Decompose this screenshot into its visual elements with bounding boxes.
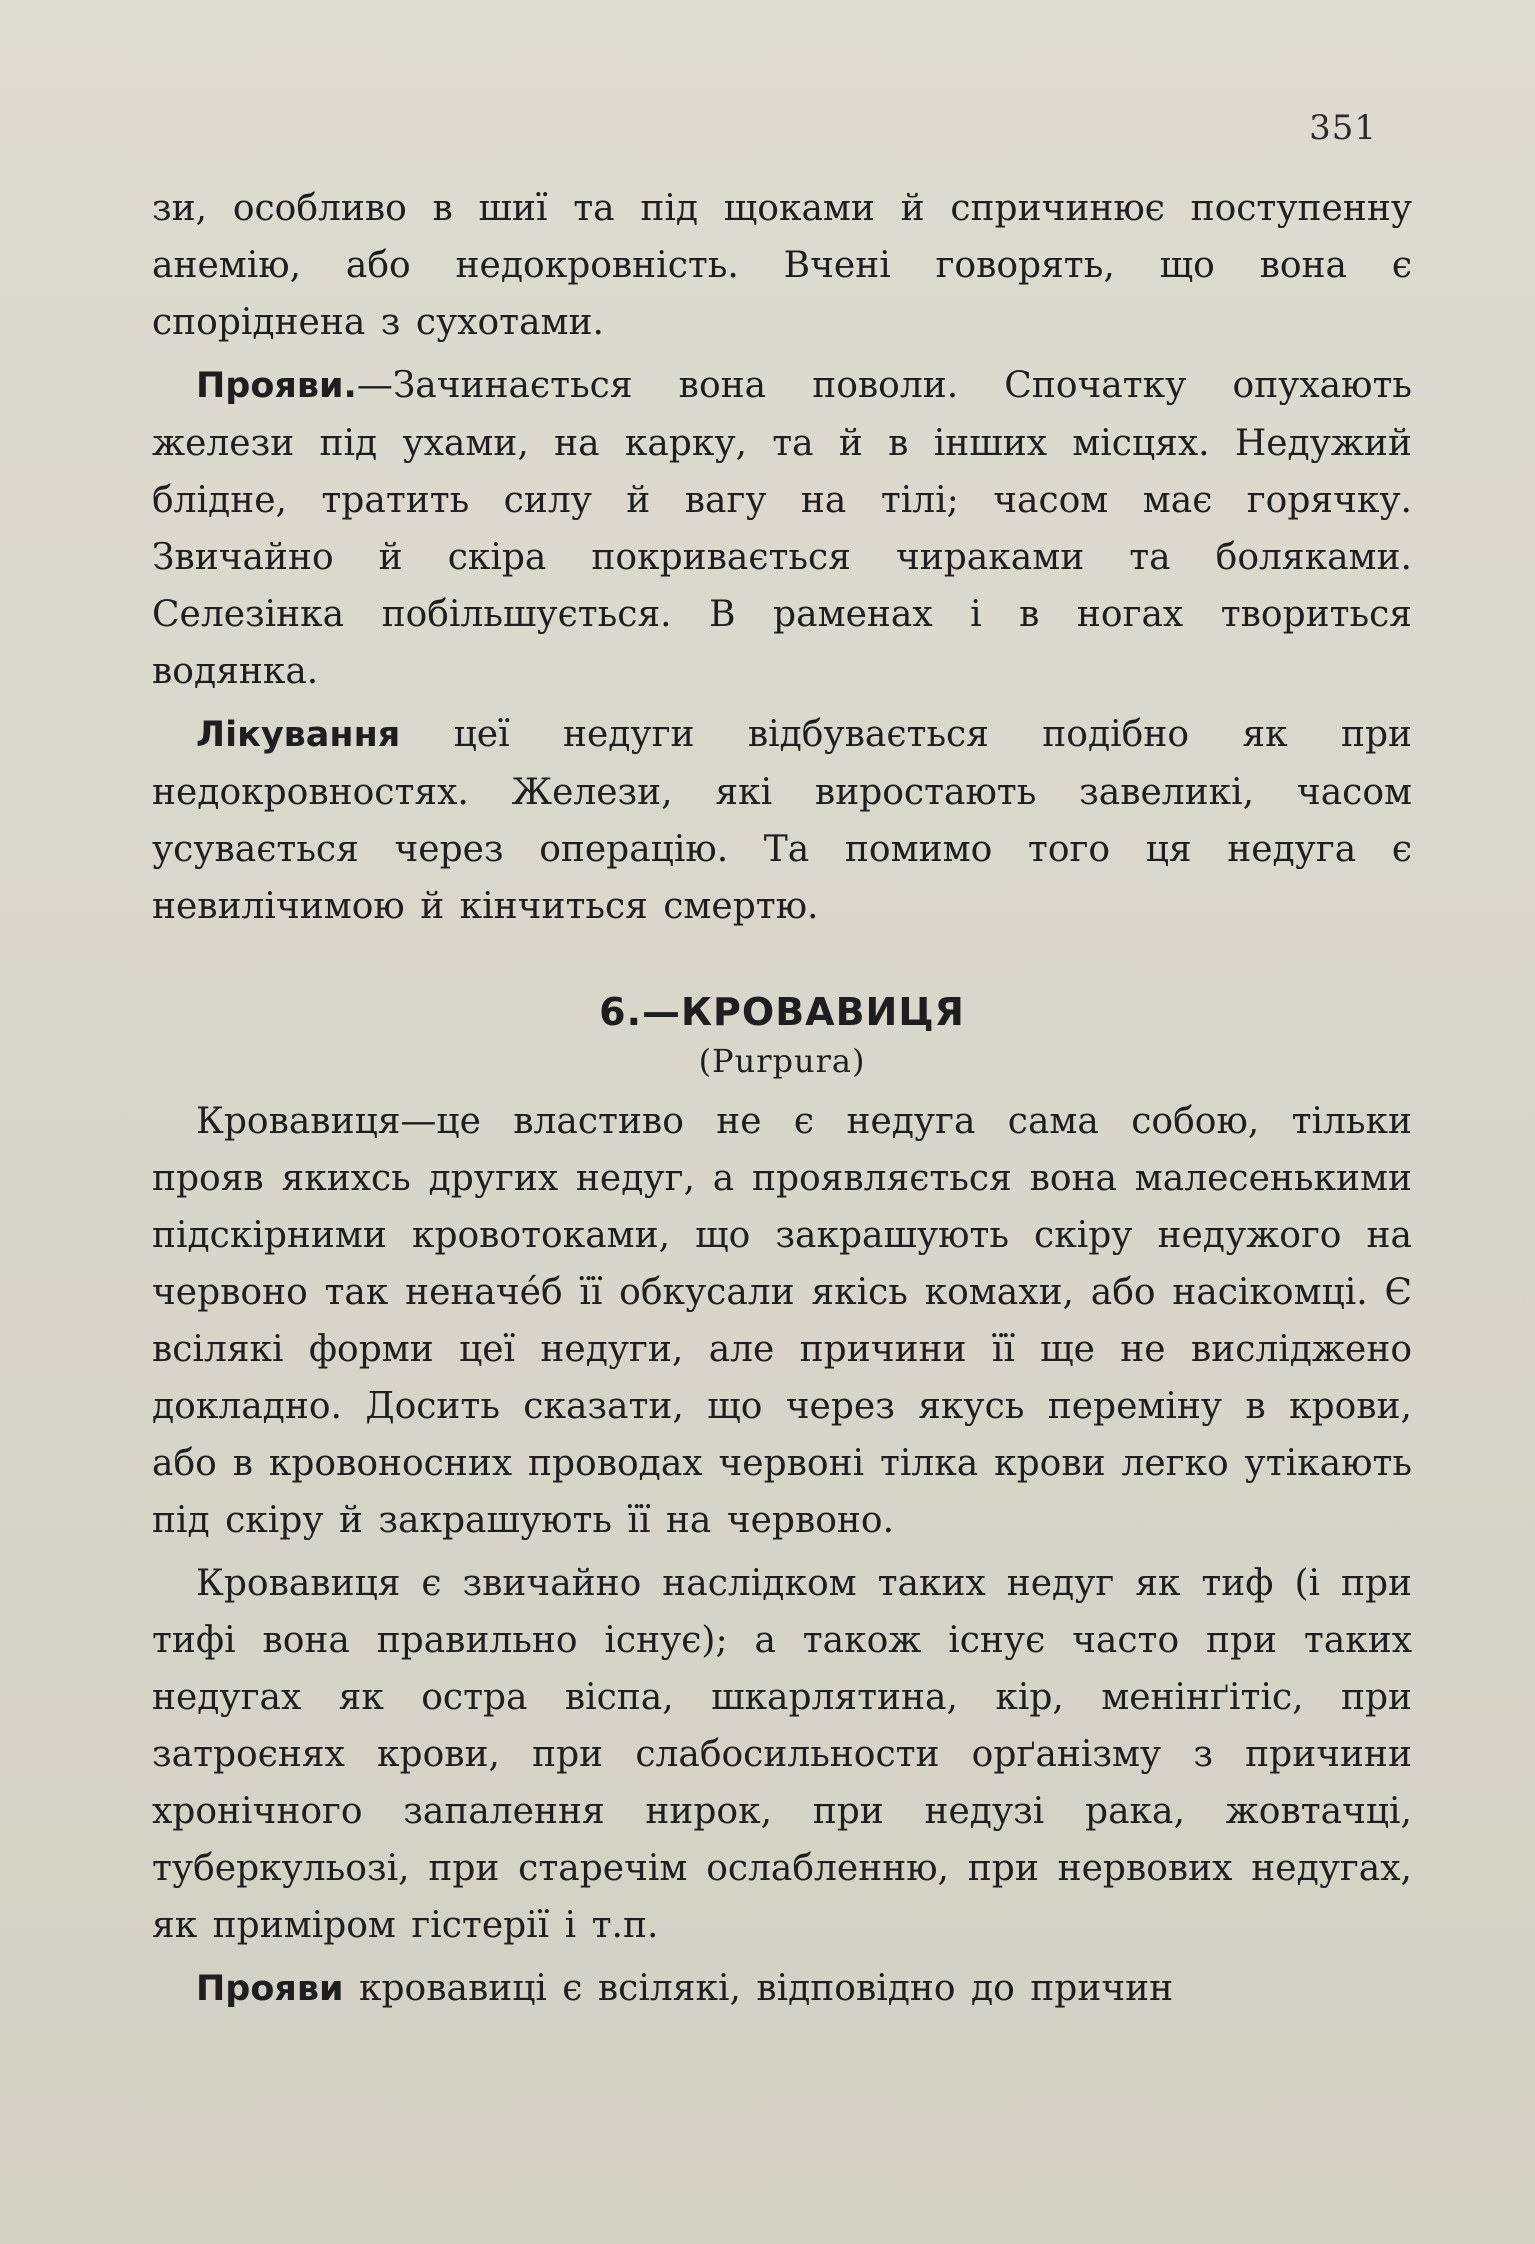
paragraph-text: —Зачинається вона поволи. Спочатку опухають желези під ухами, на карку, та й в інших місцях. Недужий блідне, тратить силу й вагу на тілі; часом має горячку. Звичайно й скіра покривається чираками та боляками. Селезінка побільшується. В раменах і в ногах твориться водянка. [152, 365, 1412, 692]
section-title: 6.—КРОВАВИЦЯ [599, 990, 965, 1034]
paragraph-text: зи, особливо в шиї та під щоками й спричинює поступенну анемію, або недокровність. Вчені говорять, що вона є споріднена з сухотами. [152, 188, 1412, 343]
section-subtitle: (Purpura) [698, 1042, 866, 1080]
paragraph-text: Кровавиця є звичайно наслідком таких недуг як тиф (і при тифі вона правильно існує); а також існує часто при таких недугах як остра віспа, шкарлятина, кір, менінґітіс, при затроєнях крови, при слабосильности орґанізму з причини хронічного запалення нирок, при недузі рака, жовтачці, туберкульозі, при старечім ослабленню, при нервових недугах, як приміром гістерії і т.п. [152, 1563, 1412, 1946]
paragraph-lead: Прояви. [196, 366, 357, 406]
paragraph-causes [152, 1555, 1412, 1954]
paragraph-text: цеї недуги відбувається подібно як при недокровностях. Желези, які виростають завеликі, часом усувається через операцію. Та помимо того ця недуга є невилічимою й кінчиться смертю. [152, 714, 1412, 927]
paragraph-text: кровавиці є всілякі, відповідно до причин [343, 1968, 1174, 2009]
paragraph-continuation [152, 180, 1412, 351]
text-column [152, 180, 1412, 2024]
page-number: 351 [1309, 108, 1377, 148]
paragraph-lead: Лікування [196, 715, 401, 755]
paragraph-definition [152, 1093, 1412, 1549]
paragraph-manifestations [152, 1960, 1412, 2018]
paragraph-treatment [152, 706, 1412, 935]
paragraph-text: Кровавиця—це властиво не є недуга сама собою, тільки прояв якихсь других недуг, а проявляється вона малесенькими підскірними кровотоками, що закрашують скіру недужого на червоно так неначе́б її обкусали якісь комахи, або насікомці. Є всілякі форми цеї недуги, але причини її ще не висліджено докладно. Досить сказати, що через якусь переміну в крови, або в кровоносних проводах червоні тілка крови легко утікають під скіру й закрашують її на червоно. [152, 1101, 1412, 1541]
paragraph-lead: Прояви [196, 1969, 344, 2009]
paragraph-symptoms [152, 357, 1412, 700]
